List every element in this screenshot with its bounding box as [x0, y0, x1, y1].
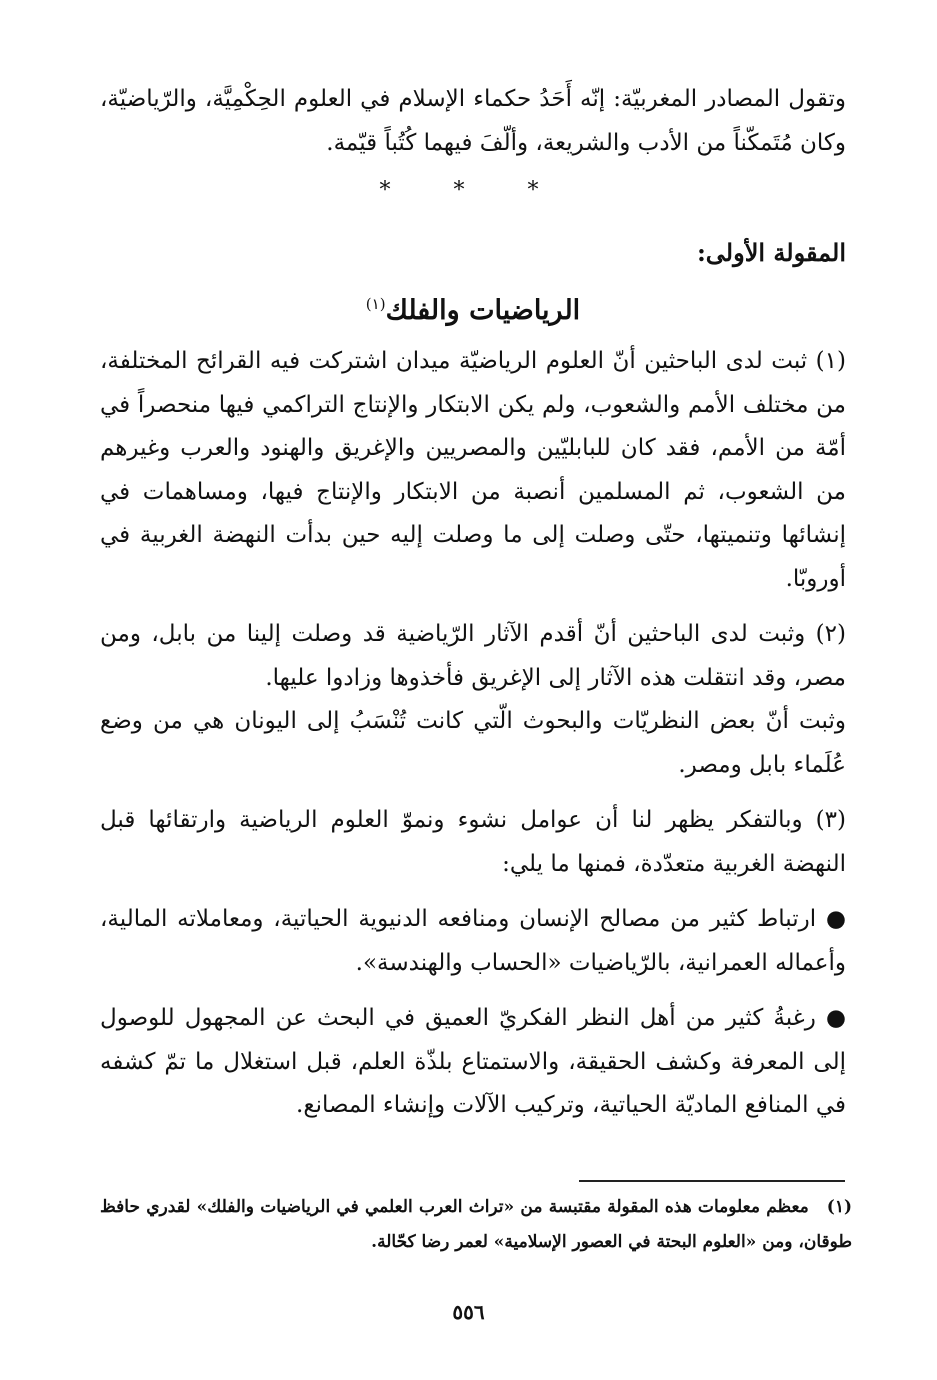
footnote-divider: [579, 1180, 845, 1182]
section-label: المقولة الأولى:: [696, 238, 846, 267]
main-text: [100, 78, 846, 1128]
paragraph-2b: وثبت أنّ بعض النظريّات والبحوث الّتي كانت تُنْسَبُ إلى اليونان هي من وضع عُلَماء بابل ومصر.: [100, 708, 846, 778]
paragraph-1: (١) ثبت لدى الباحثين أنّ العلوم الرياضيّة ميدان اشتركت فيه القرائح المختلفة، من مختلف الأمم والشعوب، ولم يكن الابتكار والإنتاج التراكمي فيها منحصراً في أمّة من الأمم، فقد كان للبابليّين والمصريين والإغريق والهنود والعرب وغيرهم من الشعوب، ثم المسلمين أنصبة من الابتكار والإنتاج فيها، ومساهمات في إنشائها وتنميتها، حتّى وصلت إلى ما وصلت إليه حين بدأت النهضة الغربية في أوروبّا.: [100, 348, 846, 592]
chapter-title-text: الرياضيات والفلك: [385, 294, 581, 326]
footnote: [100, 1190, 852, 1260]
bullet-item-2: ● رغبةُ كثير من أهل النظر الفكريّ العميق في البحث عن المجهول للوصول إلى المعرفة وكشف الحقيقة، والاستمتاع بلذّة العلم، قبل استغلال ما تمّ كشفه في المنافع الماديّة الحياتية، وتركيب الآلات وإنشاء المصانع.: [100, 1005, 846, 1118]
paragraph-2: (٢) وثبت لدى الباحثين أنّ أقدم الآثار الرّياضية قد وصلت إلينا من بابل، ومن مصر، وقد انتقلت هذه الآثار إلى الإغريق فأخذوها وزادوا عليها.: [100, 621, 846, 691]
section-separator: * * *: [379, 178, 567, 203]
paragraph-3: (٣) وبالتفكر يظهر لنا أن عوامل نشوء ونموّ العلوم الرياضية وارتقائها قبل النهضة الغربية متعدّدة، فمنها ما يلي:: [100, 807, 846, 877]
page-number: ٥٥٦: [452, 1300, 485, 1324]
footnote-text: معظم معلومات هذه المقولة مقتبسة من «تراث العرب العلمي في الرياضيات والفلك» لقدري حافظ طوقان، ومن «العلوم البحتة في العصور الإسلامية» لعمر رضا كحّالة.: [100, 1197, 852, 1252]
bullet-item-1: ● ارتباط كثير من مصالح الإنسان ومنافعه الدنيوية الحياتية، ومعاملاته المالية، وأعماله العمرانية، بالرّياضيات «الحساب والهندسة».: [100, 906, 846, 976]
footnote-marker: (١): [826, 1197, 852, 1217]
intro-paragraph: وتقول المصادر المغربيّة: إنّه أَحَدُ حكماء الإسلام في العلوم الحِكْمِيَّة، والرّياضيّة، وكان مُتَمكّناً من الأدب والشريعة، وألّفَ فيهما كُتُباً قيّمة.: [100, 86, 846, 156]
chapter-title: [100, 283, 846, 333]
footnote-reference: (١): [365, 294, 386, 313]
